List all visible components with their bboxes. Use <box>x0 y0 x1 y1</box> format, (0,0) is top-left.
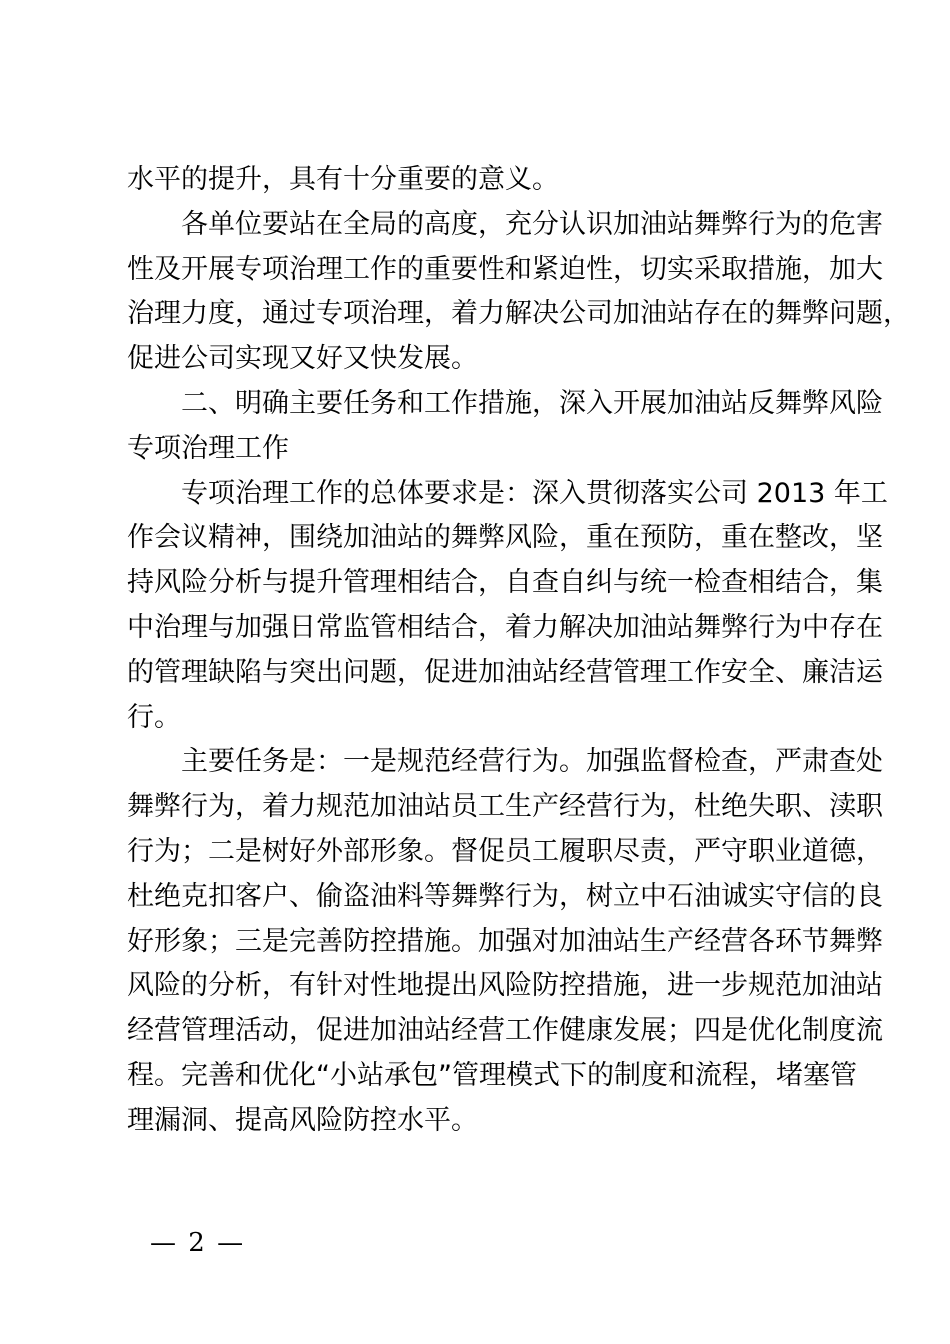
text-line: 的管理缺陷与突出问题，促进加油站经营管理工作安全、廉洁运 <box>127 656 883 688</box>
text-line: 风险的分析，有针对性地提出风险防控措施，进一步规范加油站 <box>127 970 883 1002</box>
document-body <box>127 158 910 1144</box>
text-line: 理漏洞、提高风险防控水平。 <box>127 1104 478 1136</box>
text-line: 治理力度，通过专项治理，着力解决公司加油站存在的舞弊问题， <box>127 298 910 330</box>
text-line: 行为；二是树好外部形象。督促员工履职尽责，严守职业道德， <box>127 835 883 867</box>
text-line: 专项治理工作的总体要求是：深入贯彻落实公司 2013 年工 <box>181 477 888 509</box>
text-line: 促进公司实现又好又快发展。 <box>127 343 478 375</box>
text-line: 主要任务是：一是规范经营行为。加强监督检查，严肃查处 <box>181 746 883 778</box>
text-line: 经营管理活动，促进加油站经营工作健康发展；四是优化制度流 <box>127 1015 883 1047</box>
text-line: 行。 <box>127 701 181 733</box>
section-heading-line: 专项治理工作 <box>127 432 289 464</box>
page-number: — 2 — <box>150 1228 246 1258</box>
text-line: 杜绝克扣客户、偷盗油料等舞弊行为，树立中石油诚实守信的良 <box>127 880 883 912</box>
text-line: 程。完善和优化“小站承包”管理模式下的制度和流程，堵塞管 <box>127 1059 857 1091</box>
section-heading-line: 二、明确主要任务和工作措施，深入开展加油站反舞弊风险 <box>181 387 883 419</box>
text-line: 水平的提升，具有十分重要的意义。 <box>127 164 559 195</box>
text-line: 好形象；三是完善防控措施。加强对加油站生产经营各环节舞弊 <box>127 925 883 957</box>
text-line: 持风险分析与提升管理相结合，自查自纠与统一检查相结合，集 <box>127 567 883 599</box>
text-line: 性及开展专项治理工作的重要性和紧迫性，切实采取措施，加大 <box>127 253 883 285</box>
text-line: 作会议精神，围绕加油站的舞弊风险，重在预防，重在整改，坚 <box>127 522 883 554</box>
text-line: 中治理与加强日常监管相结合，着力解决加油站舞弊行为中存在 <box>127 611 883 643</box>
text-line: 舞弊行为，着力规范加油站员工生产经营行为，杜绝失职、渎职 <box>127 791 883 823</box>
text-line: 各单位要站在全局的高度，充分认识加油站舞弊行为的危害 <box>181 208 883 240</box>
